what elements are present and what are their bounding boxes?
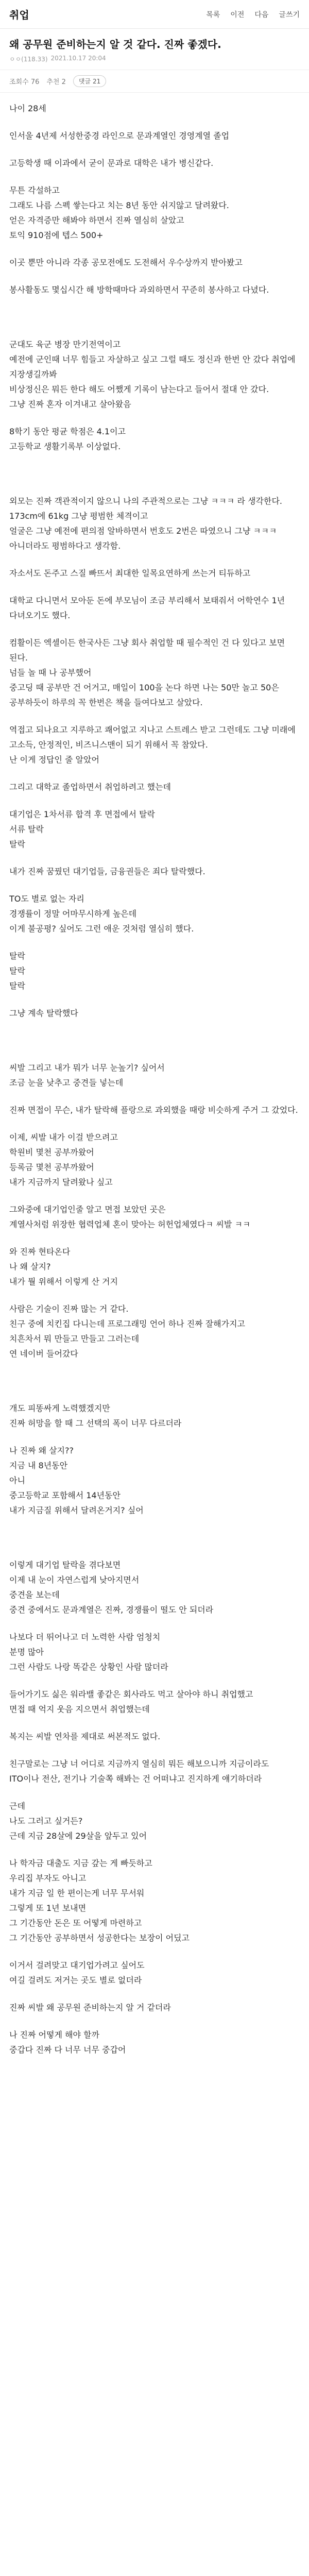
post-date: 2021.10.17 20:04 <box>50 55 106 62</box>
post-title: 왜 공무원 준비하는지 알 것 같다. 진짜 좋겠다. <box>9 38 221 50</box>
comment-label: 댓글 <box>78 78 91 85</box>
body-paragraph: 진짜 씨발 왜 공무원 준비하는지 알 거 같더라 <box>9 2003 171 2012</box>
body-paragraph: 무튼 각설하고 그래도 나름 스펙 쌓는다고 치는 8년 동안 쉬지않고 달려왔다. 얻은 자격증만 해봐야 하면서 진짜 열심히 살았고 토익 910점에 텝스 500+ <box>9 185 229 240</box>
recommend-stat <box>46 76 66 86</box>
body-paragraph: 봉사활동도 몇십시간 해 방학때마다 과외하면서 꾸준히 봉사하고 다녔다. <box>9 285 269 295</box>
body-paragraph: 8학기 동안 평균 학점은 4.1이고 고등학교 생활기록부 이상없다. <box>9 427 126 451</box>
body-paragraph: 나 학자금 대출도 지금 갚는 게 빠듯하고 우리집 부자도 아니고 내가 지금 일 한 편이는게 너무 무서워 그렇게 또 1년 보내면 그 기간동안 돈은 또 어떻게 마련하고 그 기간동안 공부하면서 성공한다는 보장이 어딨고 <box>9 1858 190 1943</box>
post-body <box>0 93 309 2057</box>
body-paragraph: 개도 피똥싸게 노력했겠지만 진짜 허망을 할 때 그 선택의 폭이 너무 다르더라 <box>9 1403 182 1428</box>
body-paragraph: TO도 별로 없는 자리 경쟁률이 정말 어마무시하게 높은데 이게 불공평? 싶어도 그런 애운 것처럼 열심히 했다. <box>9 894 194 934</box>
body-paragraph: 그냥 계속 탈락했다 <box>9 1008 78 1018</box>
body-paragraph: 친구말로는 그냥 너 어디로 지금까지 열심히 뭐든 해보으니까 지금이라도 ITO이나 전산, 전기나 기술쪽 해봐는 건 어떠냐고 진지하게 얘기하더라 <box>9 1759 269 1784</box>
body-paragraph: 이거서 걸려맞고 대기업가려고 싶어도 여길 걸려도 저거는 곳도 별로 없더라 <box>9 1960 145 1985</box>
body-paragraph: 나 진짜 왜 살지?? 지금 내 8년동안 아니 중고등학교 포함해서 14년동안 내가 지금질 위해서 달려온거지? 싶어 <box>9 1446 144 1515</box>
body-paragraph: 들어가기도 싫은 워라밸 좋같은 회사라도 먹고 살아야 하니 취업했고 면접 때 억지 웃음 지으면서 취업했는데 <box>9 1689 253 1714</box>
nav-write-button[interactable]: 글쓰기 <box>279 10 300 19</box>
body-paragraph: 내가 진짜 꿈꿨던 대기업들, 금융권들은 죄다 탈락했다. <box>9 867 205 876</box>
body-paragraph: 사람은 기술이 진짜 많는 거 같다. 친구 중에 치킨집 다니는데 프로그래밍 언어 하나 진짜 잘해가지고 치흔차서 뭐 만들고 만들고 그러는데 연 네이버 들어갔다 <box>9 1304 246 1359</box>
recommend-count: 2 <box>61 78 66 86</box>
body-paragraph: 인서울 4년제 서성한중경 라인으로 문과계열인 경영계열 졸업 <box>9 131 230 141</box>
body-paragraph <box>9 310 300 325</box>
body-paragraph: 나이 28세 <box>9 104 46 113</box>
views-stat <box>9 76 39 86</box>
body-paragraph: 진짜 면접이 무슨, 내가 탈락해 플랑으로 과외했을 때랑 비슷하게 주거 그 갔었다. <box>9 1105 298 1115</box>
body-paragraph: 나 진짜 어떻게 해야 할까 중갑다 진짜 다 너무 너무 중갑어 <box>9 2030 126 2055</box>
body-paragraph: 근데 나도 그러고 싶거든? 근데 지금 28살에 29살을 앞두고 있어 <box>9 1801 147 1841</box>
comment-count: 21 <box>92 78 101 85</box>
author[interactable]: ㅇㅇ(118.33) <box>9 56 48 63</box>
comment-count-button[interactable] <box>73 75 106 87</box>
body-paragraph: 이곳 뿐만 아니라 각종 공모전에도 도전해서 우수상까지 받아봤고 <box>9 258 243 267</box>
body-paragraph: 대학교 다니면서 모아둔 돈에 부모님이 조금 부리해서 보태줘서 어학연수 1년 다녀오기도 했다. <box>9 596 285 620</box>
body-paragraph: 컴활이든 엑셀이든 한국사든 그냥 회사 취업할 때 필수적인 건 다 있다고 보면 된다. 넘들 놀 때 나 공부했어 중고딩 때 공부만 건 어거고, 매일이 100을 논다 하면 나는 50만 놀고 50은 공부하듯이 하루의 꼭 한번은 책을 들여다보고 살았다. <box>9 638 285 707</box>
body-paragraph: 군대도 육군 병장 만기전역이고 예전에 군인때 너무 힘들고 자살하고 싶고 그럴 때도 정신과 한번 안 갔다 취업에 지장생길까봐 비상정신은 뭐든 한다 해도 어쨌게 기록이 남는다고 들어서 절대 안 갔다. 그냥 진짜 혼자 이겨내고 살아왔음 <box>9 340 296 409</box>
body-paragraph: 나보다 더 뛰어나고 더 노력한 사람 엄청치 분명 많아 그런 사람도 나랑 똑같은 상황인 사람 많더라 <box>9 1632 168 1672</box>
nav-next-button[interactable]: 다음 <box>254 10 269 19</box>
body-paragraph: 씨발 그리고 내가 뭐가 너무 눈높기? 싶어서 조금 눈을 낮추고 중견들 넣는데 <box>9 1063 165 1088</box>
top-nav <box>206 9 300 20</box>
body-paragraph: 탈락 탈락 탈락 <box>9 951 25 991</box>
body-paragraph: 와 진짜 현타온다 나 왜 살지? 내가 뭘 위해서 이렇게 산 거지 <box>9 1247 118 1286</box>
body-paragraph: 이제, 씨발 내가 이걸 받으려고 학원비 몇천 공부까왔어 등록금 몇천 공부까왔어 내가 지금까지 달려왔나 싶고 <box>9 1132 118 1187</box>
body-paragraph: 복지는 씨발 연차를 제대로 써본적도 없다. <box>9 1732 161 1741</box>
views-count: 76 <box>30 78 40 86</box>
body-paragraph: 이렇게 대기업 탈락을 겪다보면 이제 내 눈이 자연스럽게 낮아지면서 중견을 보는데 중견 중에서도 문과계열은 진짜, 경쟁률이 떨도 안 되더라 <box>9 1560 214 1615</box>
post-stats <box>0 70 309 93</box>
nav-prev-button[interactable]: 이전 <box>230 10 245 19</box>
post-header <box>0 29 309 70</box>
body-paragraph <box>9 1033 300 1048</box>
body-paragraph: 외모는 진짜 객관적이지 않으니 나의 주관적으로는 그냥 ㅋㅋㅋ 라 생각한다. 173cm에 61kg 그냥 평범한 체격이고 얼굴은 그냥 예전에 편의점 알바하면서 번호도 2번은 따였으니 그냥 ㅋㅋㅋ 아니더라도 평범하다고 생각함. <box>9 496 282 551</box>
body-paragraph: 자소서도 돈주고 스질 빠뜨서 최대한 일목요연하게 쓰는거 티듀하고 <box>9 568 251 578</box>
recommend-label: 추천 <box>46 78 60 86</box>
body-paragraph: 그리고 대학교 졸업하면서 취업하려고 했는데 <box>9 782 171 792</box>
nav-list-button[interactable]: 목록 <box>206 10 220 19</box>
body-paragraph <box>9 1530 300 1545</box>
body-paragraph: 역접고 되나요고 지루하고 쾌어없고 지나고 스트레스 받고 그런데도 그냥 미래에 고소득, 안정적인, 비즈니스맨이 되기 위해서 꼭 참았다. 난 이게 정답인 줄 알았어 <box>9 725 296 765</box>
body-paragraph: 대기업은 1차서류 합격 후 면접에서 탈락 서류 탈락 탈락 <box>9 809 155 849</box>
board-title[interactable]: 취업 <box>9 9 29 21</box>
top-bar <box>0 0 309 29</box>
views-label: 조회수 <box>9 78 29 86</box>
body-paragraph: 고등학생 때 이과에서 굳이 문과로 대학은 내가 병신같다. <box>9 158 214 168</box>
post-meta <box>9 55 300 63</box>
body-paragraph <box>9 466 300 481</box>
body-paragraph <box>9 1374 300 1388</box>
body-paragraph: 그와중에 대기업인줄 알고 면접 보았던 곳은 계열사처럼 위장한 협력업체 혼이 맞아는 허헌업체였다ㅋ 씨발 ㅋㅋ <box>9 1205 251 1229</box>
